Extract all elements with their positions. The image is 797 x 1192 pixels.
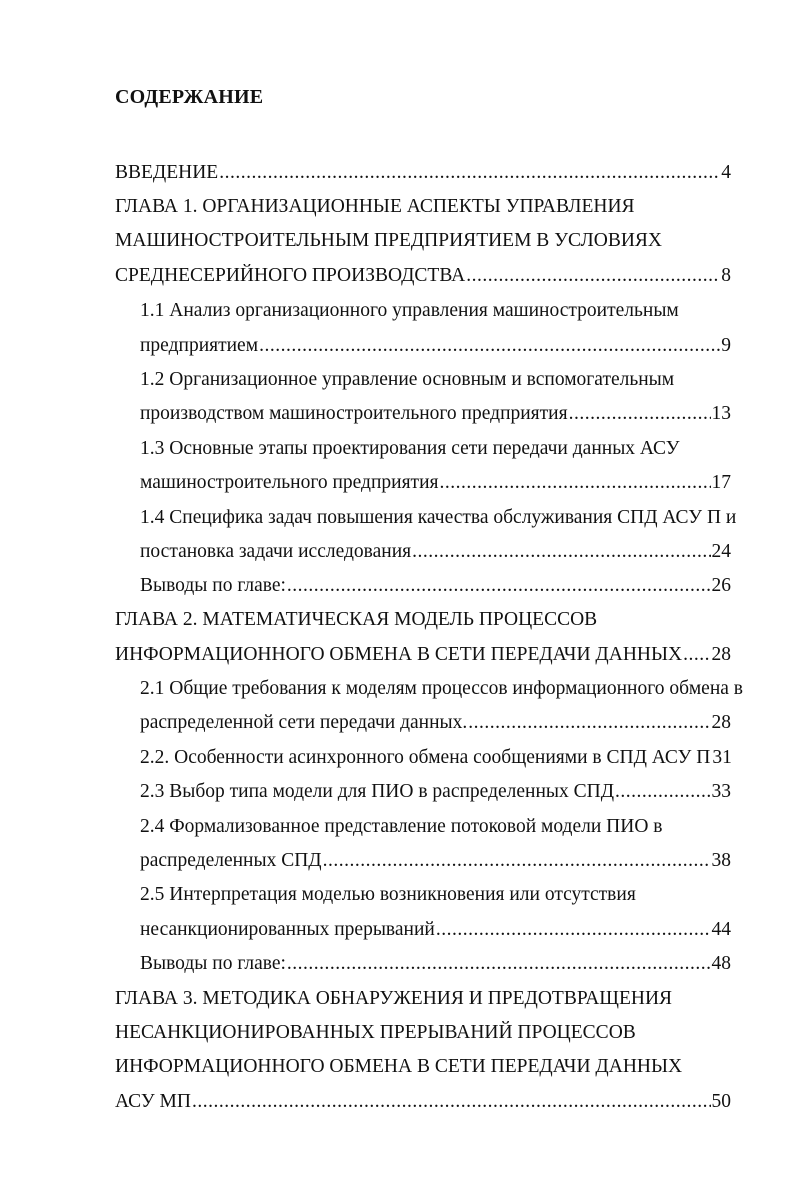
toc-page-number: 44 [711,919,731,940]
toc-entry-title: производством машиностроительного предприятия [140,403,568,424]
toc-entry-title: машиностроительного предприятия [140,472,439,493]
toc-page-number: 24 [711,541,731,562]
toc-entry-title: 2.2. Особенности асинхронного обмена сообщениями в СПД АСУ П [140,747,711,768]
toc-entry-title: ВВЕДЕНИЕ [115,162,219,183]
toc-chapter-1-line-1[interactable]: ГЛАВА 1. ОРГАНИЗАЦИОННЫЕ АСПЕКТЫ УПРАВЛЕНИЯ [115,196,635,217]
toc-leader-dots [468,710,710,736]
toc-entry-chapter-3[interactable] [115,1089,731,1115]
toc-chapter-3-line-2[interactable]: НЕСАНКЦИОНИРОВАННЫХ ПРЕРЫВАНИЙ ПРОЦЕССОВ [115,1022,636,1043]
toc-chapter-3-line-1[interactable]: ГЛАВА 3. МЕТОДИКА ОБНАРУЖЕНИЯ И ПРЕДОТВРАЩЕНИЯ [115,988,673,1009]
toc-entry-section-2-3[interactable] [140,779,731,805]
toc-leader-dots [439,470,710,496]
toc-entry-section-2-4[interactable] [140,848,731,874]
toc-page-number: 48 [711,953,731,974]
toc-section-1-1-line-1[interactable]: 1.1 Анализ организационного управления машиностроительным [140,300,679,321]
toc-entry-section-1-3[interactable] [140,470,731,496]
toc-entry-chapter-1[interactable] [115,263,731,289]
toc-entry-section-2-1[interactable] [140,710,731,736]
toc-leader-dots [466,263,720,289]
toc-page-number: 33 [711,781,731,802]
toc-entry-chapter-2[interactable] [115,642,731,668]
toc-section-2-5-line-1[interactable]: 2.5 Интерпретация моделью возникновения или отсутствия [140,884,636,905]
toc-entry-title: АСУ МП [115,1091,191,1112]
toc-entry-section-2-2[interactable] [140,745,731,771]
toc-leader-dots [436,917,711,943]
toc-leader-dots [219,160,720,186]
toc-entry-chapter-2-conclusions[interactable] [140,951,731,977]
toc-leader-dots [192,1089,711,1115]
toc-entry-title: несанкционированных прерываний [140,919,435,940]
toc-section-1-2-line-1[interactable]: 1.2 Организационное управление основным и вспомогательным [140,369,675,390]
toc-page-number: 9 [721,335,731,356]
toc-chapter-1-line-2[interactable]: МАШИНОСТРОИТЕЛЬНЫМ ПРЕДПРИЯТИЕМ В УСЛОВИЯХ [115,230,662,251]
toc-leader-dots [287,951,711,977]
toc-leader-dots [287,573,711,599]
toc-entry-title: ИНФОРМАЦИОННОГО ОБМЕНА В СЕТИ ПЕРЕДАЧИ ДАННЫХ [115,644,683,665]
toc-leader-dots [683,642,710,668]
toc-chapter-3-line-3[interactable]: ИНФОРМАЦИОННОГО ОБМЕНА В СЕТИ ПЕРЕДАЧИ ДАННЫХ [115,1056,683,1077]
toc-section-1-4-line-1[interactable]: 1.4 Специфика задач повышения качества обслуживания СПД АСУ П и [140,507,737,528]
toc-leader-dots [323,848,711,874]
toc-entry-section-1-1[interactable] [140,333,731,359]
toc-entry-intro[interactable] [115,160,731,186]
toc-page-number: 8 [721,265,731,286]
toc-entry-title: предприятием [140,335,259,356]
toc-entry-section-2-5[interactable] [140,917,731,943]
toc-entry-title: постановка задачи исследования [140,541,412,562]
toc-leader-dots [569,401,711,427]
page-title: СОДЕРЖАНИЕ [115,86,264,108]
toc-section-2-1-line-1[interactable]: 2.1 Общие требования к моделям процессов информационного обмена в [140,678,744,699]
toc-leader-dots [259,333,720,359]
toc-section-2-4-line-1[interactable]: 2.4 Формализованное представление потоковой модели ПИО в [140,816,663,837]
toc-entry-title: распределенных СПД [140,850,322,871]
toc-page-number: 28 [711,644,731,665]
toc-entry-chapter-1-conclusions[interactable] [140,573,731,599]
toc-page-number: 31 [712,747,732,768]
toc-page-number: 38 [711,850,731,871]
toc-leader-dots [412,539,710,565]
toc-entry-title: СРЕДНЕСЕРИЙНОГО ПРОИЗВОДСТВА [115,265,466,286]
toc-page-number: 26 [711,575,731,596]
toc-page-number: 28 [711,712,731,733]
toc-entry-section-1-2[interactable] [140,401,731,427]
toc-page-number: 13 [711,403,731,424]
toc-page-number: 17 [711,472,731,493]
toc-entry-section-1-4[interactable] [140,539,731,565]
toc-entry-title: Выводы по главе: [140,575,286,596]
toc-section-1-3-line-1[interactable]: 1.3 Основные этапы проектирования сети передачи данных АСУ [140,438,680,459]
toc-entry-title: 2.3 Выбор типа модели для ПИО в распределенных СПД [140,781,615,802]
toc-entry-title: распределенной сети передачи данных. [140,712,468,733]
toc-page-number: 50 [711,1091,731,1112]
toc-entry-title: Выводы по главе: [140,953,286,974]
toc-chapter-2-line-1[interactable]: ГЛАВА 2. МАТЕМАТИЧЕСКАЯ МОДЕЛЬ ПРОЦЕССОВ [115,609,598,630]
toc-leader-dots [615,779,710,805]
toc-page-number: 4 [721,162,731,183]
